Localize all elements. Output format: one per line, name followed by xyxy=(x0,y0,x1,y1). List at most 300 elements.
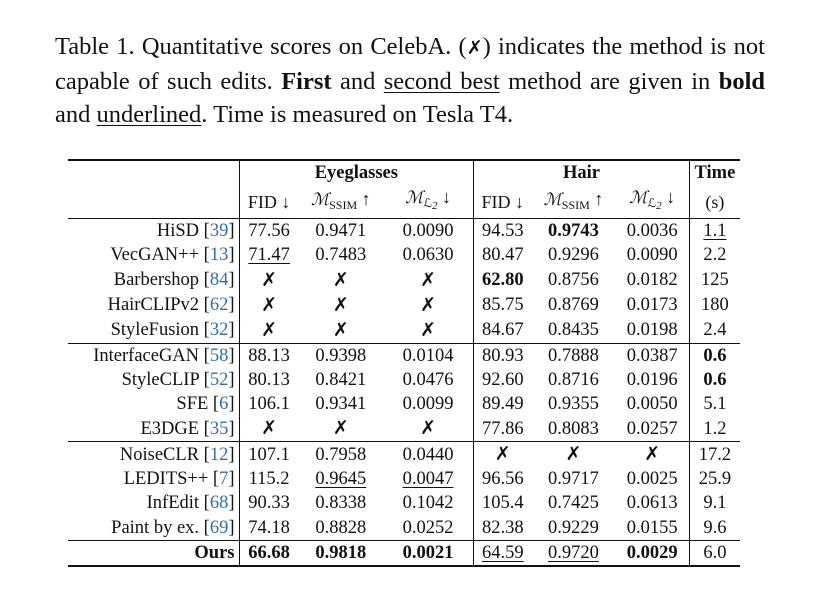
value-fid-hair xyxy=(474,219,532,244)
table-row xyxy=(68,268,740,293)
value-ml2-eyeglasses xyxy=(383,268,474,293)
method-name: InfEdit [ xyxy=(146,493,210,514)
cell-value: 0.9398 xyxy=(315,345,367,366)
value-ml2-eyeglasses xyxy=(383,467,474,491)
caption-text: and xyxy=(331,68,384,95)
value-mssim-eyeglasses xyxy=(299,392,383,416)
cell-value: 74.18 xyxy=(248,517,290,538)
value-time xyxy=(689,392,740,416)
value-mssim-hair xyxy=(531,293,615,318)
method-name-cell xyxy=(68,491,239,515)
cell-value: 9.6 xyxy=(703,517,727,538)
cell-value: 0.0196 xyxy=(626,369,678,390)
cell-value: 0.0257 xyxy=(626,418,678,439)
caption-text: Table 1. Quantitative scores on CelebA. ( xyxy=(55,33,467,60)
value-ml2-eyeglasses xyxy=(383,540,474,566)
value-mssim-eyeglasses xyxy=(299,540,383,566)
citation-link[interactable]: 32 xyxy=(209,320,229,341)
value-time xyxy=(689,540,740,566)
cross-mark-icon: ✗ xyxy=(420,318,437,341)
value-time xyxy=(689,368,740,392)
citation-link[interactable]: 68 xyxy=(209,493,229,514)
value-ml2-hair xyxy=(616,343,690,368)
header-time-unit: (s) xyxy=(705,191,725,212)
cell-value: 96.56 xyxy=(481,469,524,490)
cell-value: 80.93 xyxy=(481,345,524,366)
caption-underlined-word: underlined xyxy=(96,101,202,128)
value-mssim-hair xyxy=(531,243,615,267)
value-fid-eyeglasses xyxy=(239,540,299,566)
value-ml2-eyeglasses xyxy=(383,368,474,392)
cell-value: 25.9 xyxy=(698,469,732,490)
value-mssim-eyeglasses xyxy=(299,293,383,318)
caption-text: method are given in xyxy=(499,68,719,95)
cell-value: 0.9229 xyxy=(548,517,599,538)
header-ml2-hair xyxy=(616,185,690,219)
cell-value: 0.8338 xyxy=(315,493,367,514)
value-mssim-hair xyxy=(531,442,615,468)
value-mssim-eyeglasses xyxy=(299,467,383,491)
header-hair: Hair xyxy=(474,160,690,185)
metric-subscript: SSIM xyxy=(329,197,358,212)
cross-mark-icon: ✗ xyxy=(494,443,511,466)
cell-value: 9.1 xyxy=(703,493,727,514)
method-name-cell xyxy=(68,343,239,368)
cross-mark-icon: ✗ xyxy=(332,293,349,316)
caption-text: and xyxy=(55,101,97,128)
method-name: StyleFusion [ xyxy=(110,320,210,341)
method-name: InterfaceGAN [ xyxy=(93,345,210,366)
caption-text: ) indicates the method is not capable of such edits. xyxy=(55,33,765,95)
cell-value: 64.59 xyxy=(481,542,524,563)
cell-value: 90.33 xyxy=(248,493,290,514)
cell-value: 0.0155 xyxy=(626,517,678,538)
value-ml2-eyeglasses xyxy=(383,243,474,267)
table-row xyxy=(68,540,740,566)
value-mssim-hair xyxy=(531,467,615,491)
value-ml2-eyeglasses xyxy=(383,318,474,344)
table-row xyxy=(68,243,740,267)
cell-value: 71.47 xyxy=(248,245,290,266)
cell-value: 0.1042 xyxy=(402,493,454,514)
cell-value: 0.0182 xyxy=(626,270,678,291)
cell-value: 0.8716 xyxy=(548,369,599,390)
cell-value: 0.0387 xyxy=(626,345,678,366)
cell-value: 2.2 xyxy=(703,245,727,266)
value-ml2-eyeglasses xyxy=(383,442,474,468)
method-name: LEDITS++ [ xyxy=(123,469,220,490)
method-name-cell xyxy=(68,442,239,468)
method-name: HairCLIPv2 [ xyxy=(107,295,210,316)
value-fid-hair xyxy=(474,368,532,392)
cross-mark-icon: ✗ xyxy=(565,443,582,466)
cell-value: 17.2 xyxy=(698,444,732,465)
cell-value: 0.0036 xyxy=(626,221,678,242)
cross-mark-icon: ✗ xyxy=(261,417,278,440)
metric-symbol: ℳ xyxy=(405,188,424,209)
method-name: Paint by ex. [ xyxy=(111,517,210,538)
metric-arrow: ↓ xyxy=(437,187,451,208)
header-fid-hair: FID ↓ xyxy=(481,191,525,212)
citation-bracket: ] xyxy=(228,418,235,439)
cell-value: 0.9355 xyxy=(548,394,599,415)
cell-value: 85.75 xyxy=(481,295,524,316)
value-fid-hair xyxy=(474,491,532,515)
metric-arrow: ↑ xyxy=(589,188,604,209)
value-fid-eyeglasses xyxy=(239,416,299,442)
value-mssim-eyeglasses xyxy=(299,516,383,541)
header-empty-cell xyxy=(68,160,239,185)
value-fid-hair xyxy=(474,318,532,344)
cross-mark-icon: ✗ xyxy=(261,268,278,291)
cross-mark-icon: ✗ xyxy=(261,318,278,341)
citation-link[interactable]: 13 xyxy=(209,245,229,266)
cell-value: 2.4 xyxy=(703,320,727,341)
value-ml2-hair xyxy=(616,368,690,392)
value-ml2-eyeglasses xyxy=(383,416,474,442)
value-fid-eyeglasses xyxy=(239,467,299,491)
citation-bracket: ] xyxy=(228,394,235,415)
table-row xyxy=(68,467,740,491)
value-ml2-hair xyxy=(616,491,690,515)
cell-value: 6.0 xyxy=(703,542,727,563)
cell-value: 94.53 xyxy=(481,221,524,242)
table-row xyxy=(68,416,740,442)
value-time xyxy=(689,343,740,368)
citation-bracket: ] xyxy=(228,469,235,490)
cell-value: 0.9645 xyxy=(315,469,367,490)
cell-value: 106.1 xyxy=(248,394,290,415)
cell-value: 0.8435 xyxy=(548,320,599,341)
metric-subscript: SSIM xyxy=(561,197,590,212)
cell-value: 107.1 xyxy=(248,444,290,465)
value-ml2-hair xyxy=(616,293,690,318)
cell-value: 80.47 xyxy=(481,245,524,266)
cross-mark-icon: ✗ xyxy=(466,37,483,59)
cell-value: 0.0104 xyxy=(402,345,454,366)
citation-link[interactable]: 7 xyxy=(219,469,229,490)
citation-bracket: ] xyxy=(228,320,235,341)
cell-value: 0.0050 xyxy=(626,394,678,415)
cell-value: 62.80 xyxy=(481,270,524,291)
value-ml2-eyeglasses xyxy=(383,343,474,368)
value-ml2-eyeglasses xyxy=(383,491,474,515)
cell-value: 180 xyxy=(701,295,729,316)
value-ml2-eyeglasses xyxy=(383,293,474,318)
cell-value: 5.1 xyxy=(703,394,727,415)
cell-value: 92.60 xyxy=(481,369,524,390)
value-fid-hair xyxy=(474,467,532,491)
citation-bracket: ] xyxy=(228,444,235,465)
table-row xyxy=(68,491,740,515)
cell-value: 0.0173 xyxy=(626,295,678,316)
value-fid-eyeglasses xyxy=(239,442,299,468)
metric-symbol: ℳ xyxy=(629,188,648,209)
cell-value: 0.8828 xyxy=(315,517,367,538)
method-name-cell xyxy=(68,219,239,244)
cell-value: 77.56 xyxy=(248,221,290,242)
cell-value: 0.9818 xyxy=(315,542,367,563)
value-ml2-hair xyxy=(616,467,690,491)
metric-arrow: ↓ xyxy=(661,187,676,208)
citation-link[interactable]: 62 xyxy=(209,295,229,316)
value-time xyxy=(689,516,740,541)
value-fid-eyeglasses xyxy=(239,219,299,244)
value-fid-hair xyxy=(474,416,532,442)
cell-value: 0.0029 xyxy=(626,542,678,563)
header-mssim-hair xyxy=(531,185,615,219)
results-table-container xyxy=(68,159,740,567)
value-fid-eyeglasses xyxy=(239,268,299,293)
header-row-metrics xyxy=(68,185,740,219)
value-mssim-eyeglasses xyxy=(299,318,383,344)
value-mssim-hair xyxy=(531,516,615,541)
method-name: Ours xyxy=(194,542,235,563)
value-time xyxy=(689,467,740,491)
citation-link[interactable]: 58 xyxy=(209,345,229,366)
cell-value: 1.2 xyxy=(703,418,727,439)
method-name-cell xyxy=(68,516,239,541)
cell-value: 0.7483 xyxy=(315,245,367,266)
value-fid-eyeglasses xyxy=(239,491,299,515)
cell-value: 0.9341 xyxy=(315,394,367,415)
citation-link[interactable]: 39 xyxy=(209,221,229,242)
citation-bracket: ] xyxy=(228,221,235,242)
cell-value: 88.13 xyxy=(248,345,290,366)
cell-value: 0.7888 xyxy=(548,345,599,366)
cell-value: 0.0099 xyxy=(402,394,454,415)
cell-value: 0.0090 xyxy=(402,221,454,242)
citation-bracket: ] xyxy=(228,245,235,266)
value-mssim-eyeglasses xyxy=(299,442,383,468)
value-time xyxy=(689,293,740,318)
cell-value: 0.8756 xyxy=(548,270,599,291)
metric-subscript: ℒ xyxy=(647,196,657,211)
method-name-cell xyxy=(68,416,239,442)
value-fid-hair xyxy=(474,293,532,318)
value-time xyxy=(689,219,740,244)
citation-bracket: ] xyxy=(228,295,235,316)
caption-text: . Time is measured on Tesla T4. xyxy=(201,101,514,128)
method-name-cell xyxy=(68,368,239,392)
method-name-cell xyxy=(68,293,239,318)
caption-first-bold: First xyxy=(281,68,332,95)
table-caption xyxy=(55,30,765,131)
cell-value: 0.7425 xyxy=(548,493,599,514)
value-mssim-eyeglasses xyxy=(299,219,383,244)
method-name: E3DGE [ xyxy=(140,418,210,439)
value-ml2-hair xyxy=(616,442,690,468)
citation-bracket: ] xyxy=(228,270,235,291)
value-fid-hair xyxy=(474,343,532,368)
cell-value: 84.67 xyxy=(481,320,524,341)
cell-value: 0.9296 xyxy=(548,245,599,266)
caption-second-underlined: second best xyxy=(383,68,500,95)
value-time xyxy=(689,416,740,442)
citation-bracket: ] xyxy=(228,493,235,514)
citation-bracket: ] xyxy=(228,517,235,538)
header-row-groups xyxy=(68,160,740,185)
table-row xyxy=(68,392,740,416)
value-ml2-eyeglasses xyxy=(383,516,474,541)
cell-value: 105.4 xyxy=(481,493,524,514)
caption-bold-word: bold xyxy=(718,68,765,95)
value-mssim-hair xyxy=(531,219,615,244)
table-row xyxy=(68,219,740,244)
value-ml2-hair xyxy=(616,416,690,442)
value-fid-eyeglasses xyxy=(239,392,299,416)
value-fid-hair xyxy=(474,540,532,566)
citation-link[interactable]: 84 xyxy=(209,270,229,291)
cell-value: 0.7958 xyxy=(315,444,367,465)
metric-subsubscript: 2 xyxy=(656,200,662,213)
method-name: SFE [ xyxy=(176,394,220,415)
cross-mark-icon: ✗ xyxy=(420,268,437,291)
table-row xyxy=(68,368,740,392)
cell-value: 0.8421 xyxy=(315,369,367,390)
value-mssim-hair xyxy=(531,392,615,416)
value-mssim-hair xyxy=(531,368,615,392)
cell-value: 0.0090 xyxy=(626,245,678,266)
citation-bracket: ] xyxy=(228,345,235,366)
cell-value: 0.0021 xyxy=(402,542,454,563)
cross-mark-icon: ✗ xyxy=(332,318,349,341)
value-ml2-hair xyxy=(616,540,690,566)
header-empty-cell xyxy=(68,185,239,219)
citation-bracket: ] xyxy=(228,369,235,390)
cell-value: 0.0252 xyxy=(402,517,454,538)
value-mssim-hair xyxy=(531,268,615,293)
cell-value: 0.0047 xyxy=(402,469,454,490)
value-time xyxy=(689,268,740,293)
citation-link[interactable]: 52 xyxy=(209,369,229,390)
value-time xyxy=(689,491,740,515)
table-row xyxy=(68,293,740,318)
cross-mark-icon: ✗ xyxy=(261,293,278,316)
cell-value: 125 xyxy=(701,270,729,291)
header-mssim-eyeglasses xyxy=(299,185,383,219)
cross-mark-icon: ✗ xyxy=(420,293,437,316)
metric-subsubscript: 2 xyxy=(431,200,438,213)
value-fid-eyeglasses xyxy=(239,516,299,541)
method-name: VecGAN++ [ xyxy=(110,245,210,266)
table-row xyxy=(68,318,740,344)
cell-value: 0.6 xyxy=(703,369,727,390)
header-time: Time xyxy=(689,160,740,185)
metric-symbol: ℳ xyxy=(310,189,330,210)
metric-subscript: ℒ xyxy=(423,196,432,211)
citation-link[interactable]: 69 xyxy=(209,517,229,538)
value-ml2-eyeglasses xyxy=(383,219,474,244)
method-name: NoiseCLR [ xyxy=(119,444,210,465)
value-fid-hair xyxy=(474,392,532,416)
value-fid-eyeglasses xyxy=(239,293,299,318)
value-mssim-hair xyxy=(531,318,615,344)
cell-value: 82.38 xyxy=(481,517,524,538)
cell-value: 0.9720 xyxy=(548,542,599,563)
method-name-cell xyxy=(68,392,239,416)
cell-value: 0.8769 xyxy=(548,295,599,316)
method-name-cell xyxy=(68,540,239,566)
value-fid-hair xyxy=(474,243,532,267)
value-fid-hair xyxy=(474,516,532,541)
value-fid-hair xyxy=(474,268,532,293)
cell-value: 66.68 xyxy=(248,542,290,563)
value-ml2-hair xyxy=(616,268,690,293)
table-row xyxy=(68,516,740,541)
cell-value: 0.6 xyxy=(703,345,727,366)
value-fid-eyeglasses xyxy=(239,343,299,368)
value-ml2-hair xyxy=(616,219,690,244)
value-mssim-eyeglasses xyxy=(299,243,383,267)
method-name-cell xyxy=(68,318,239,344)
cross-mark-icon: ✗ xyxy=(420,417,437,440)
cell-value: 0.0613 xyxy=(626,493,678,514)
value-fid-hair xyxy=(474,442,532,468)
cell-value: 77.86 xyxy=(481,418,524,439)
metric-arrow: ↑ xyxy=(357,188,371,209)
value-ml2-eyeglasses xyxy=(383,392,474,416)
cross-mark-icon: ✗ xyxy=(332,268,349,291)
cell-value: 0.0025 xyxy=(626,469,678,490)
results-table xyxy=(68,159,740,567)
value-mssim-eyeglasses xyxy=(299,368,383,392)
value-mssim-eyeglasses xyxy=(299,491,383,515)
value-mssim-eyeglasses xyxy=(299,416,383,442)
method-name-cell xyxy=(68,243,239,267)
value-mssim-hair xyxy=(531,343,615,368)
value-time xyxy=(689,318,740,344)
citation-link[interactable]: 12 xyxy=(209,444,229,465)
cross-mark-icon: ✗ xyxy=(644,443,661,466)
value-time xyxy=(689,243,740,267)
method-name-cell xyxy=(68,467,239,491)
header-eyeglasses: Eyeglasses xyxy=(239,160,474,185)
value-fid-eyeglasses xyxy=(239,368,299,392)
cell-value: 0.0476 xyxy=(402,369,454,390)
cell-value: 89.49 xyxy=(481,394,524,415)
value-mssim-eyeglasses xyxy=(299,268,383,293)
cell-value: 0.8083 xyxy=(548,418,599,439)
value-ml2-hair xyxy=(616,516,690,541)
value-fid-eyeglasses xyxy=(239,243,299,267)
header-ml2-eyeglasses xyxy=(383,185,474,219)
citation-link[interactable]: 35 xyxy=(209,418,229,439)
value-fid-eyeglasses xyxy=(239,318,299,344)
cell-value: 0.9471 xyxy=(315,221,367,242)
value-mssim-hair xyxy=(531,540,615,566)
value-ml2-hair xyxy=(616,243,690,267)
cell-value: 0.9743 xyxy=(548,221,599,242)
cross-mark-icon: ✗ xyxy=(332,417,349,440)
citation-link[interactable]: 6 xyxy=(219,394,229,415)
table-row xyxy=(68,343,740,368)
table-row xyxy=(68,442,740,468)
method-name: StyleCLIP [ xyxy=(121,369,210,390)
header-fid-eyeglasses: FID ↓ xyxy=(247,191,291,212)
value-ml2-hair xyxy=(616,318,690,344)
value-time xyxy=(689,442,740,468)
method-name: Barbershop [ xyxy=(113,270,210,291)
cell-value: 0.0198 xyxy=(626,320,678,341)
value-mssim-eyeglasses xyxy=(299,343,383,368)
method-name-cell xyxy=(68,268,239,293)
cell-value: 0.0440 xyxy=(402,444,454,465)
cell-value: 115.2 xyxy=(248,469,290,490)
method-name: HiSD [ xyxy=(156,221,210,242)
value-mssim-hair xyxy=(531,491,615,515)
metric-symbol: ℳ xyxy=(543,189,562,210)
